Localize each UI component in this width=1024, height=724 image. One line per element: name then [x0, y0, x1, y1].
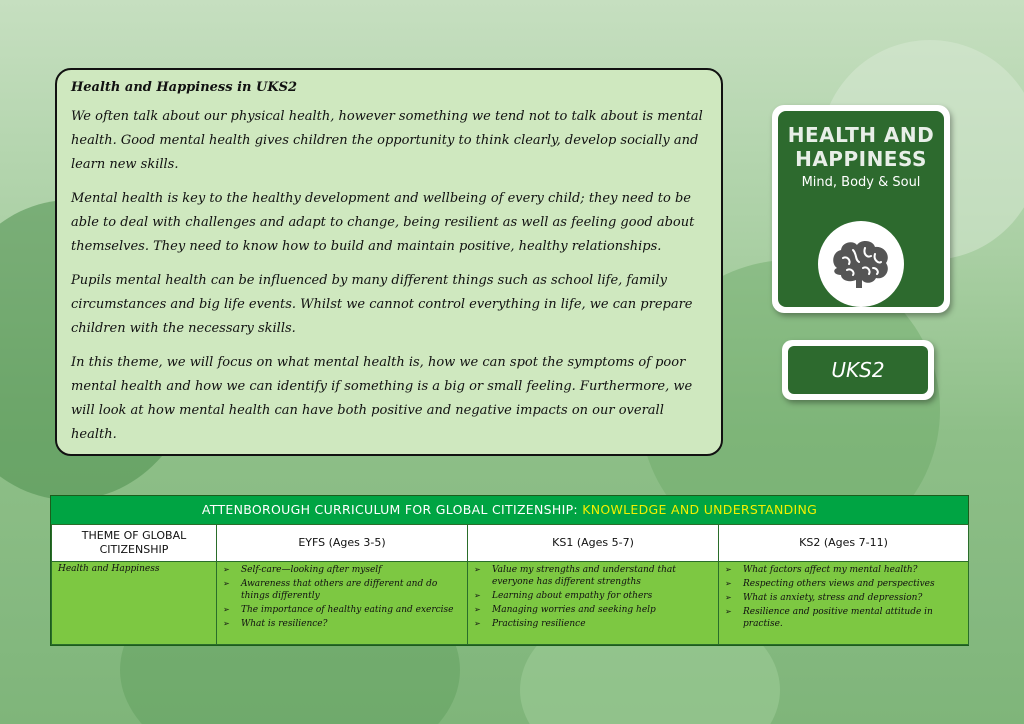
theme-logo-card — [772, 105, 950, 313]
table-row — [52, 562, 969, 645]
list-item: ➢ What factors affect my mental health? — [743, 564, 962, 576]
ks1-cell — [468, 562, 719, 645]
list-item: ➢ Learning about empathy for others — [492, 590, 712, 602]
logo-title-line2: HAPPINESS — [795, 147, 927, 171]
list-item: ➢ What is anxiety, stress and depression? — [743, 592, 962, 604]
list-item: ➢ Awareness that others are different and do things differently — [241, 578, 461, 602]
curriculum-table-panel — [50, 495, 969, 646]
ks2-cell — [719, 562, 969, 645]
brain-icon-circle — [818, 221, 904, 307]
key-stage-badge — [782, 340, 934, 400]
eyfs-cell — [217, 562, 468, 645]
ks1-list — [474, 564, 712, 630]
logo-title — [778, 123, 944, 171]
list-item: ➢ What is resilience? — [241, 618, 461, 630]
list-item: ➢ Value my strengths and understand that everyone has different strengths — [492, 564, 712, 588]
intro-text-panel — [55, 68, 723, 456]
brain-icon — [829, 238, 893, 290]
column-header: EYFS (Ages 3-5) — [217, 525, 468, 562]
intro-paragraph: We often talk about our physical health, however something we tend not to talk about is mental health. Good mental health gives children the opportunity to think clearly, develop socially and learn new skills. — [71, 109, 703, 172]
list-item: ➢ Resilience and positive mental attitude in practise. — [743, 606, 962, 630]
list-item: ➢ Respecting others views and perspectives — [743, 578, 962, 590]
curriculum-title — [51, 496, 968, 524]
logo-title-line1: HEALTH AND — [787, 123, 935, 147]
intro-paragraph: Mental health is key to the healthy development and wellbeing of every child; they need to be able to deal with challenges and adapt to change, being resilient as well as feeling good about themselves. They need to know how to build and maintain positive, healthy relationships. — [71, 191, 695, 254]
list-item: ➢ The importance of healthy eating and exercise — [241, 604, 461, 616]
table-header-row — [52, 525, 969, 562]
intro-paragraph: In this theme, we will focus on what mental health is, how we can spot the symptoms of poor mental health and how we can identify if something is a big or small feeling. Furthermore, we will look at how mental health can have both positive and negative impacts on our overall health. — [71, 355, 693, 442]
curriculum-title-main: ATTENBOROUGH CURRICULUM FOR GLOBAL CITIZENSHIP: — [201, 502, 583, 517]
list-item: ➢ Practising resilience — [492, 618, 712, 630]
theme-cell: Health and Happiness — [52, 562, 217, 645]
column-header: KS1 (Ages 5-7) — [468, 525, 719, 562]
list-item: ➢ Self-care—looking after myself — [241, 564, 461, 576]
logo-subtitle: Mind, Body & Soul — [801, 175, 921, 190]
intro-heading: Health and Happiness in UKS2 — [71, 80, 298, 95]
theme-logo — [778, 111, 944, 307]
badge-label: UKS2 — [788, 346, 928, 394]
curriculum-table — [51, 524, 969, 645]
ks2-list — [725, 564, 962, 630]
intro-paragraph: Pupils mental health can be influenced by many different things such as school life, family circumstances and big life events. Whilst we cannot control everything in life, we can prepare children with the necessary skills. — [71, 273, 693, 336]
eyfs-list — [223, 564, 461, 630]
column-header: THEME OF GLOBAL CITIZENSHIP — [52, 525, 217, 562]
list-item: ➢ Managing worries and seeking help — [492, 604, 712, 616]
column-header: KS2 (Ages 7-11) — [719, 525, 969, 562]
curriculum-title-highlight: KNOWLEDGE AND UNDERSTANDING — [582, 502, 818, 517]
